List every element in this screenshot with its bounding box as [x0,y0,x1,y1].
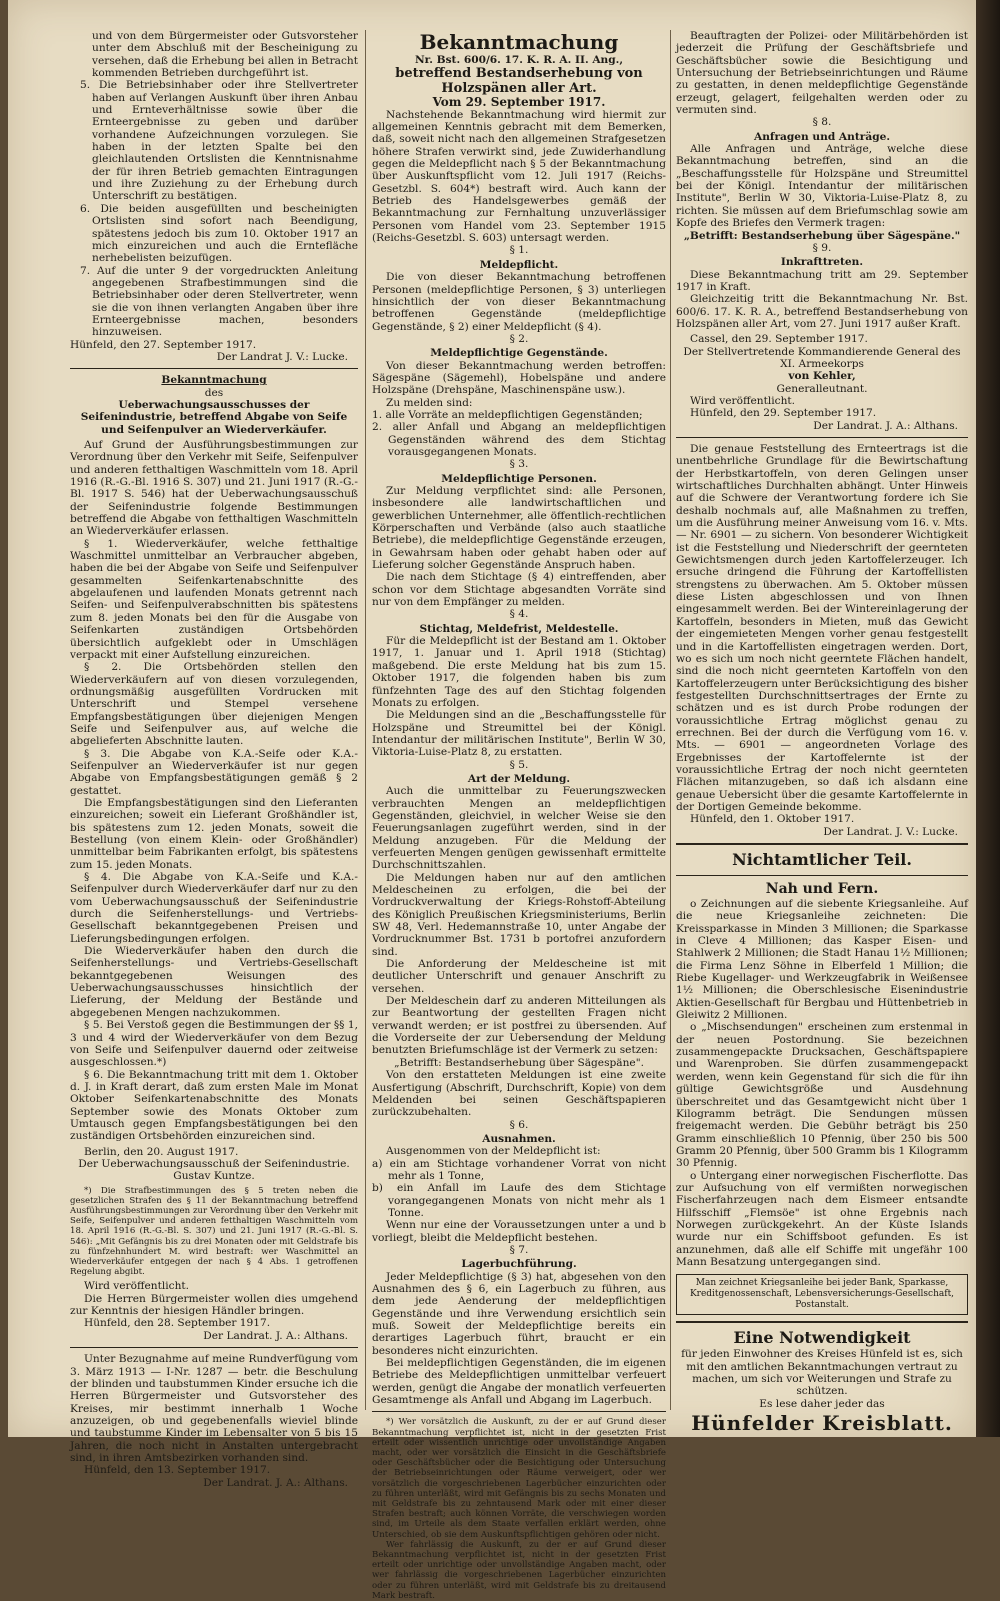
dateline: Hünfeld, den 1. Oktober 1917. [690,813,855,826]
notice-title: Bekanntmachung [419,30,619,54]
dateline: Berlin, den 20. August 1917. [84,1145,239,1158]
list-item: b) ein Anfall im Laufe des dem Stichtage vorangegangenen Monats von nicht mehr als 1 Tonne. [372,1182,666,1219]
column-rule [365,30,366,1410]
section-title-nah-fern: Nah und Fern. [765,881,879,897]
paragraph: Die Herren Bürgermeister wollen dies umgehend zur Kenntnis der hiesigen Händler bringen. [70,1292,358,1318]
divider [676,1321,968,1323]
section-number: § 8. [812,116,832,129]
quote: „Betrifft: Bestandserhebung über Sägespäne". [394,1056,644,1069]
ad-kreisblatt: Hünfelder Kreisblatt. [691,1411,953,1436]
section-heading: Meldepflicht. [479,258,559,271]
paragraph: Wenn nur eine der Voraussetzungen unter a und b vorliegt, bleibt die Meldepflicht bestehen. [372,1219,666,1244]
paragraph-s4: § 4. Die Abgabe von K.A.-Seife und K.A.-Seifenpulver durch Wiederverkäufer darf nur zu den vom Ueberwachungsausschuß der Seifenindustrie durch die Seifenherstellungs- und Vertriebs-Gesellschaft bekanntgegebenen Preisen und Lieferungsbedingungen erfolgen. [70,871,358,945]
organization: Der Stellvertretende Kommandierende General des XI. Armeekorps [683,345,961,370]
dateline: Hünfeld, den 29. September 1917. [690,407,877,420]
signature: Der Landrat J. V.: Lucke. [216,350,348,363]
published-note: Wird veröffentlicht. [84,1280,190,1293]
paragraph: Diese Bekanntmachung tritt am 29. September 1917 in Kraft. [676,268,968,293]
signature-rank: Generalleutnant. [776,382,868,395]
war-bond-text: Man zeichnet Kriegsanleihe bei jeder Bank, Sparkasse, Kreditgenossenschaft, Lebensversicherungs-Gesellschaft, Postanstalt. [689,1278,955,1311]
ad-text: Es lese daher jeder das [759,1397,885,1410]
organization: Der Ueberwachungsausschuß der Seifenindustrie. [78,1157,350,1170]
dateline: Hünfeld, den 13. September 1917. [84,1464,271,1477]
section-heading: Ausnahmen. [482,1132,556,1145]
reference-number: Nr. Bst. 600/6. 17. K. R. A. II. Ang., [414,54,624,66]
paragraph: Gleichzeitig tritt die Bekanntmachung Nr. Bst. 600/6. 17. K. R. A., betreffend Bestandserhebung von Holzspänen aller Art, vom 27. Juni 1917 außer Kraft. [676,293,968,330]
footnote: Wer fahrlässig die Auskunft, zu der er auf Grund dieser Bekanntmachung verpflichtet ist, nicht in der gesetzten Frist erteilt oder unrichtige oder unvollständige Angaben macht, oder wer fahrlässig die vorgeschriebenen Lagerbücher einzurichten oder zu führen unterläßt, wird mit Geldstrafe bis zu dreitausend Mark bestraft. [372,1539,666,1601]
paragraph: Die nach dem Stichtage (§ 4) eintreffenden, aber schon vor dem Stichtage abgesandten Vorräte sind nur von dem Empfänger zu melden. [372,571,666,609]
notice-title: Bekanntmachung [161,374,267,387]
divider [676,875,968,876]
divider [70,1347,358,1348]
paragraph: Jeder Meldepflichtige (§ 3) hat, abgesehen von den Ausnahmen des § 6, ein Lagerbuch zu führen, aus dem jede Aenderung der meldepflichtigen Gegenstände und ihre Verwendung ersichtlich sein muß. Soweit der Meldepflichtige bereits ein derartiges Lagerbuch führt, braucht er ein besonderes nicht einzurichten. [372,1270,666,1357]
paragraph: Der Meldeschein darf zu anderen Mitteilungen als zur Beantwortung der gestellten Fragen nicht verwandt werden; er ist postfrei zu übersenden. Auf die Vorderseite der zur Uebersendung der Meldung benutzten Briefumschläge ist der Vermerk zu setzen: [372,995,666,1057]
signature: Der Landrat. J. A.: Althans. [813,419,958,432]
section-heading: Anfragen und Anträge. [753,130,891,143]
item-6: 6. Die beiden ausgefüllten und bescheinigten Ortslisten sind sofort nach Beendigung, spätestens jedoch bis zum 10. Oktober 1917 an mich einzureichen und auch die Erntefläche nerhebelisten beizufügen. [80,202,358,265]
section-heading: Lagerbuchführung. [461,1258,577,1271]
section-heading: Meldepflichtige Personen. [441,472,597,485]
paragraph-s3: § 3. Die Abgabe von K.A.-Seife oder K.A.-Seifenpulver an Wiederverkäufer ist nur gegen Abgabe von Empfangsbestätigungen gemäß § 2 gestattet. [70,747,358,797]
section-heading: Art der Meldung. [467,772,571,785]
dateline: Hünfeld, den 27. September 1917. [70,338,257,351]
news-item: o Zeichnungen auf die siebente Kriegsanleihe. Auf die neue Kriegsanleihe zeichneten: Die Kreissparkasse in Minden 3 Millionen; die Sparkasse in Cleve 4 Millionen; das Kasper Eisen- und Stahlwerk 2 Millionen; die Stadt Hanau 1½ Millionen; die Firma Lenz Söhne in Elberfeld 1 Million; die Riebe Kugellager- und Werkzeugfabrik in Weißensee 1½ Millionen; die Oberschlesische Eisenindustrie Aktien-Gesellschaft für Bergbau und Hüttenbetrieb in Gleiwitz 2 Millionen. [676,898,968,1022]
footnote: *) Die Strafbestimmungen des § 5 treten neben die gesetzlichen Strafen des § 11 der Bekanntmachung betreffend Ausführungsbestimmungen zur Verordnung über den Verkehr mit Seife, Seifenpulver und anderen fetthaltigen Waschmitteln vom 18. April 1916 (R.-G.-Bl. S. 307) und 21. Juni 1917 (R.-G.-Bl. S. 546): „Mit Gefängnis bis zu drei Monaten oder mit Geldstrafe bis zu fünfzehnhundert M. wird bestraft: wer Waschmittel an Wiederverkäufer entgegen der nach § 4 Abs. 1 getroffenen Regelung abgibt. [70,1185,358,1278]
paragraph-s5: § 5. Bei Verstoß gegen die Bestimmungen der §§ 1, 3 und 4 wird der Wiederverkäufer von dem Bezug von Seife und Seifenpulver dauernd oder zeitweise ausgeschlossen.*) [70,1019,358,1069]
item-5: 5. Die Betriebsinhaber oder ihre Stellvertreter haben auf Verlangen Auskunft über ihren Anbau und Ernteverhältnisse sowie über die Ernteergebnisse zu geben und darüber vorhandene Aufzeichnungen vorzulegen. Sie haben in der letzten Spalte bei den gleichlautenden Ortslisten die Kenntnisnahme der für ihren Betrieb gemachten Eintragungen und ihre Zuziehung zu der Erhebung durch Unterschrift zu bestätigen. [80,79,358,203]
paragraph: Die von dieser Bekanntmachung betroffenen Personen (meldepflichtige Personen, § 3) unterliegen hinsichtlich der von dieser Bekanntmachung betroffenen Gegenstände (meldepflichtige Gegenstände, § 2) einer Meldepflicht (§ 4). [372,271,666,333]
published-note: Wird veröffentlicht. [690,394,796,407]
divider [676,843,968,845]
paragraph: Zur Meldung verpflichtet sind: alle Personen, insbesondere alle landwirtschaftlichen und gewerblichen Unternehmer, alle öffentlich-rechtlichen Körperschaften und Verbände (also auch staatliche Betriebe), die meldepflichtige Gegenstände erzeugen, in Gewahrsam haben oder gehabt haben oder auf Lieferung solcher Gegenstände Anspruch haben. [372,485,666,572]
item-7: 7. Auf die unter 9 der vorgedruckten Anleitung angegebenen Strafbestimmungen sind die Betriebsinhaber oder deren Stellvertreter, wenn sie die von ihnen verlangten Angaben über ihre Ernteergebnisse machen, besonders hinzuweisen. [80,264,358,339]
section-heading: Meldepflichtige Gegenstände. [430,347,608,360]
newspaper-page [8,0,976,1601]
paragraph: Die Meldungen haben nur auf den amtlichen Meldescheinen zu erfolgen, die bei der Vordruckverwaltung der Kriegs-Rohstoff-Abteilung des Königlich Preußischen Kriegsministeriums, Berlin SW 48, Verl. Hedemannstraße 10, unter Angabe der Vordrucknummer Bst. 1731 b portofrei anzufordern sind. [372,871,666,958]
divider [372,1411,666,1412]
paragraph: Ausgenommen von der Meldepflicht ist: [386,1145,601,1158]
column-rule [670,30,671,1410]
signature: Der Landrat. J. A.: Althans. [203,1329,348,1342]
ad-text: für jeden Einwohner des Kreises Hünfeld ist es, sich mit den amtlichen Bekanntmachungen vertraut zu machen, um sich vor Weiterungen und Strafe zu schützen. [681,1348,963,1398]
paragraph: Die Empfangsbestätigungen sind den Lieferanten einzureichen; soweit ein Lieferant Großhändler ist, bis spätestens zum 12. jeden Monats, soweit die Bestellung (von einem Klein- oder Großhändler) unmittelbar beim Fabrikanten erfolgt, bis spätestens zum 15. jeden Monats. [70,796,358,871]
signature-name: von Kehler, [788,370,856,383]
paragraph: Alle Anfragen und Anträge, welche diese Bekanntmachung betreffen, sind an die „Beschaffungsstelle für Holzspäne und Streumittel bei der Königl. Intendantur der militärischen Institute", Berlin W 30, Viktoria-Luise-Platz 8, zu richten. Sie müssen auf dem Briefumschlag sowie am Kopfe des Briefes den Vermerk tragen: [676,143,968,230]
paragraph: Die genaue Feststellung des Ernteertrags ist die unentbehrliche Grundlage für die Bewirtschaftung der Herbstkartoffeln, von deren Gelingen unser wirtschaftliches Durchhalten abhängt. Unter Hinweis auf die Schwere der Verantwortung fordere ich Sie deshalb nochmals auf, alle Maßnahmen zu treffen, um die Ausführung meiner Anweisung vom 16. v. Mts. — Nr. 6901 — zu sichern. Von besonderer Wichtigkeit ist die Feststellung und Niederschrift der geernteten Gewichtsmengen durch jeden Kartoffelerzeuger. Ich ersuche dringend die Führung der Kartoffellisten strengstens zu überwachen. Am 5. Oktober müssen diese Listen abgeschlossen und von Ihnen eingesammelt werden. Bei der Wintereinlagerung der Kartoffeln, besonders in Mieten, muß das Gewicht der eingemieteten Mengen vorher genau festgestellt und in die Kartoffellisten eingetragen werden. Dort, wo es sich um noch nicht geerntete Flächen handelt, sind die noch nicht geernteten Kartoffeln von den Kartoffelerzeugern unter Berücksichtigung des bisher festgestellten Durchschnittsertrages der Ernte zu schätzen und es ist durch Probe rodungen der voraussichtliche Ertrag möglichst genau zu errechnen. Bei der durch die Verfügung vom 16. v. Mts. — 6901 — angeordneten Vorlage des Ergebnisses der Kartoffelernte ist der voraussichtliche Ertrag der noch nicht geernteten Flächen mitanzugeben, so daß ich alsdann eine genaue Uebersicht über die gesamte Kartoffelernte in der Dortigen Gemeinde bekomme. [676,443,968,813]
section-title-nichtamtlich: Nichtamtlicher Teil. [732,850,912,869]
paragraph: Die Meldungen sind an die „Beschaffungsstelle für Holzspäne und Streumittel bei der Königl. Intendantur der militärischen Institute", Berlin W 30, Viktoria-Luise-Platz 8, zu erstatten. [372,709,666,759]
quote: „Betrifft: Bestandserhebung über Sägespäne." [683,229,961,242]
section-heading: Inkrafttreten. [780,256,864,269]
paragraph: Bei meldepflichtigen Gegenständen, die im eigenen Betriebe des Meldepflichtigen unmittelbar verfeuert werden, genügt die Angabe der monatlich verfeuerten Gesamtmenge als Anfall und Abgang im Lagerbuch. [372,1357,666,1407]
column-middle [372,30,666,1601]
war-bond-box [676,1274,968,1315]
section-number: § 2. [509,332,529,345]
paragraph: und von dem Bürgermeister oder Gutsvorsteher unter dem Abschluß mit der Bescheinigung zu versehen, daß die Erhebung bei allen in Betracht kommenden Betrieben durchgeführt ist. [92,30,358,80]
section-number: § 7. [509,1243,529,1256]
section-heading: Stichtag, Meldefrist, Meldestelle. [419,622,619,635]
news-item: o Untergang einer norwegischen Fischerflotte. Das zur Aufsuchung von elf vermißten norwegischen Fischerfahrzeugen nach dem Eismeer entsandte Hilfsschiff „Flemsöe" ist ohne Ergebnis nach Norwegen zurückgekehrt. An der Küste Islands wurde nur ein Schiffsboot gefunden. Es ist anzunehmen, daß alle elf Schiffe mit ungefähr 100 Mann Besatzung untergegangen sind. [676,1169,968,1268]
section-number: § 9. [812,241,832,254]
list-item: 1. alle Vorräte an meldepflichtigen Gegenständen; [372,408,643,421]
paragraph: Von dieser Bekanntmachung werden betroffen: Sägespäne (Sägemehl), Hobelspäne und andere Holzspäne (Drehspäne, Maschinenspäne usw.). [372,359,666,397]
section-number: § 4. [509,608,529,621]
paragraph: Unter Bezugnahme auf meine Rundverfügung vom 3. März 1913 — I-Nr. 1287 — betr. die Beschulung der blinden und taubstummen Kinder ersuche ich die Herren Bürgermeister und Gutsvorsteher des Kreises, mir bestimmt innerhalb 1 Woche anzuzeigen, ob und gegebenenfalls wieviel blinde und taubstumme Kinder im Lebensalter von 5 bis 15 Jahren, die noch nicht in Anstalten untergebracht sind, in ihren Amtsbezirken vorhanden sind. [70,1353,358,1464]
ad-heading: Eine Notwendigkeit [733,1328,911,1348]
section-number: § 3. [509,458,529,471]
paragraph: Von den erstatteten Meldungen ist eine zweite Ausfertigung (Abschrift, Durchschrift, Kopie) von dem Meldenden bei seinen Geschäftspapieren zurückzubehalten. [372,1069,666,1119]
paragraph: Beauftragten der Polizei- oder Militärbehörden ist jederzeit die Prüfung der Geschäftsbriefe und Geschäftsbücher sowie die Besichtigung und Untersuchung der Betriebseinrichtungen und Räume zu gestatten, in denen meldepflichtige Gegenstände erzeugt, gelagert, feilgehalten werden oder zu vermuten sind. [676,30,968,117]
signature: Der Landrat. J. A.: Althans. [203,1476,348,1489]
paragraph: Die Anforderung der Meldescheine ist mit deutlicher Unterschrift und genauer Anschrift zu versehen. [372,958,666,995]
section-number: § 6. [509,1118,529,1131]
paragraph: Die Wiederverkäufer haben den durch die Seifenherstellungs- und Vertriebs-Gesellschaft bekanntgegebenen Weisungen des Ueberwachungsausschusses hinsichtlich der Lieferung, der Meldung der Bestände und abgegebenen Mengen nachzukommen. [70,945,358,1019]
news-item: o „Mischsendungen" erscheinen zum erstenmal in der neuen Postordnung. Sie bezeichnen zusammengepackte Drucksachen, Geschäftspapiere und Warenproben. Sie dürfen zusammengepackt werden, wenn kein Gegenstand für sich die für ihn gültige Gewichtsgröße und Ausdehnung überschreitet und das Gesamtgewicht nicht über 1 Kilogramm beträgt. Die Sendungen müssen freigemacht werden. Die Gebühr beträgt bis 250 Gramm einschließlich 10 Pfennig, über 250 bis 500 Gramm 20 Pfennig, über 500 Gramm bis 1 Kilogramm 30 Pfennig. [676,1021,968,1170]
notice-des: des [204,386,224,399]
paragraph: Für die Meldepflicht ist der Bestand am 1. Oktober 1917, 1. Januar und 1. April 1918 (Stichtag) maßgebend. Die erste Meldung hat bis zum 15. Oktober 1917, die folgenden haben bis zum fünfzehnten Tage des auf den Stichtag folgenden Monats zu erfolgen. [372,635,666,709]
column-left [70,30,358,1489]
list-item: a) ein am Stichtage vorhandener Vorrat von nicht mehr als 1 Tonne, [372,1157,666,1182]
paragraph-s1: § 1. Wiederverkäufer, welche fetthaltige Waschmittel unmittelbar an Verbraucher abgeben, haben die bei der Abgabe von Seife und Seifenpulver gesammelten Seifenkartenabschnitte des abgelaufenen und laufenden Monats getrennt nach Seifen- und Seifenpulverabschnitten bis spätestens zum 8. jeden Monats bei den für die Ausgabe von Seifenkarten zuständigen Ortsbehörden übersichtlich aufgeklebt oder in Umschlägen verpackt mit einer Aufstellung einzureichen. [70,537,358,661]
signature: Der Landrat. J. V.: Lucke. [823,825,958,838]
notice-subtitle: betreffend Bestandserhebung von Holzspänen aller Art. [395,66,643,97]
signature-name: Gustav Kuntze. [173,1170,255,1183]
paragraph: Auch die unmittelbar zu Feuerungszwecken verbrauchten Mengen an meldepflichtigen Gegenständen, gleichviel, in welcher Weise sie den Feuerungsanlagen zugeführt werden, sind in der Meldung anzugeben. Für die Meldung der verfeuerten Mengen genügen gewissenhaft ermittelte Durchschnittszahlen. [372,785,666,872]
notice-subtitle: Ueberwachungsausschusses der Seifenindustrie, betreffend Abgabe von Seife und Seifenpulver an Wiederverkäufer. [80,398,348,436]
paragraph: Zu melden sind: [386,396,473,409]
paragraph: Auf Grund der Ausführungsbestimmungen zur Verordnung über den Verkehr mit Seife, Seifenpulver und anderen fetthaltigen Waschmitteln vom 18. April 1916 (R.-G.-Bl. 1916 S. 307) und 21. Juni 1917 (R.-G.-Bl. 1917 S. 546) hat der Ueberwachungsausschuß der Seifenindustrie folgende Bestimmungen betreffend die Abgabe von fetthaltigen Waschmitteln an Wiederverkäufer erlassen. [70,439,358,538]
dateline: Cassel, den 29. September 1917. [690,333,868,346]
list-item: 2. aller Anfall und Abgang an meldepflichtigen Gegenständen während des dem Stichtag vorausgegangenen Monats. [372,421,666,458]
column-right [676,30,968,1436]
section-number: § 5. [509,758,529,771]
paragraph-s6: § 6. Die Bekanntmachung tritt mit dem 1. Oktober d. J. in Kraft derart, daß zum ersten Male im Monat Oktober Seifenkartenabschnitte des Monats September sowie des Monats Oktober zum Umtausch gegen Empfangsbestätigungen bei den zuständigen Ortsbehörden einzureichen sind. [70,1068,358,1143]
footnote: *) Wer vorsätzlich die Auskunft, zu der er auf Grund dieser Bekanntmachung verpflichtet ist, nicht in der gesetzten Frist erteilt oder wissentlich unrichtige oder unvollständige Angaben macht, oder wer vorsätzlich die Einsicht in die Geschäftsbriefe oder Geschäftsbücher oder die Besichtigung oder Untersuchung der Betriebseinrichtungen oder Räume verweigert, oder wer vorsätzlich die vorgeschriebenen Lagerbücher einzurichten oder zu führen unterläßt, wird mit Gefängnis bis zu sechs Monaten und mit Geldstrafe bis zu zehntausend Mark oder mit einer dieser Strafen bestraft; auch können Vorräte, die verschwiegen worden sind, im Urteile als dem Staate verfallen erklärt werden, ohne Unterschied, ob sie dem Auskunftspflichtigen gehören oder nicht. [372,1417,666,1540]
paragraph-s2: § 2. Die Ortsbehörden stellen den Wiederverkäufern auf von diesen vorzulegenden, ordnungsmäßig ausgefüllten Vordrucken mit Unterschrift und Stempel versehene Empfangsbestätigungen über diejenigen Mengen Seife und Seifenpulver aus, auf welche die abgelieferten Abschnitte lauten. [70,661,358,748]
dateline: Hünfeld, den 28. September 1917. [84,1317,271,1330]
paragraph: Nachstehende Bekanntmachung wird hiermit zur allgemeinen Kenntnis gebracht mit dem Bemerken, daß, soweit nicht nach den allgemeinen Strafgesetzen höhere Strafen verwirkt sind, jede Zuwiderhandlung gegen die Meldepflicht nach § 5 der Bekanntmachung über Auskunftspflicht vom 12. Juli 1917 (Reichs-Gesetzbl. S. 604*) bestraft wird. Auch kann der Betrieb des Handelsgewerbes gemäß der Bekanntmachung zur Fernhaltung unzuverlässiger Personen vom Handel vom 23. September 1915 (Reichs-Gesetzbl. S. 603) untersagt werden. [372,108,666,245]
divider [70,368,358,369]
divider [676,437,968,438]
section-number: § 1. [509,244,529,257]
page-edge-shadow [976,0,1000,1437]
notice-date: Vom 29. September 1917. [432,95,606,110]
